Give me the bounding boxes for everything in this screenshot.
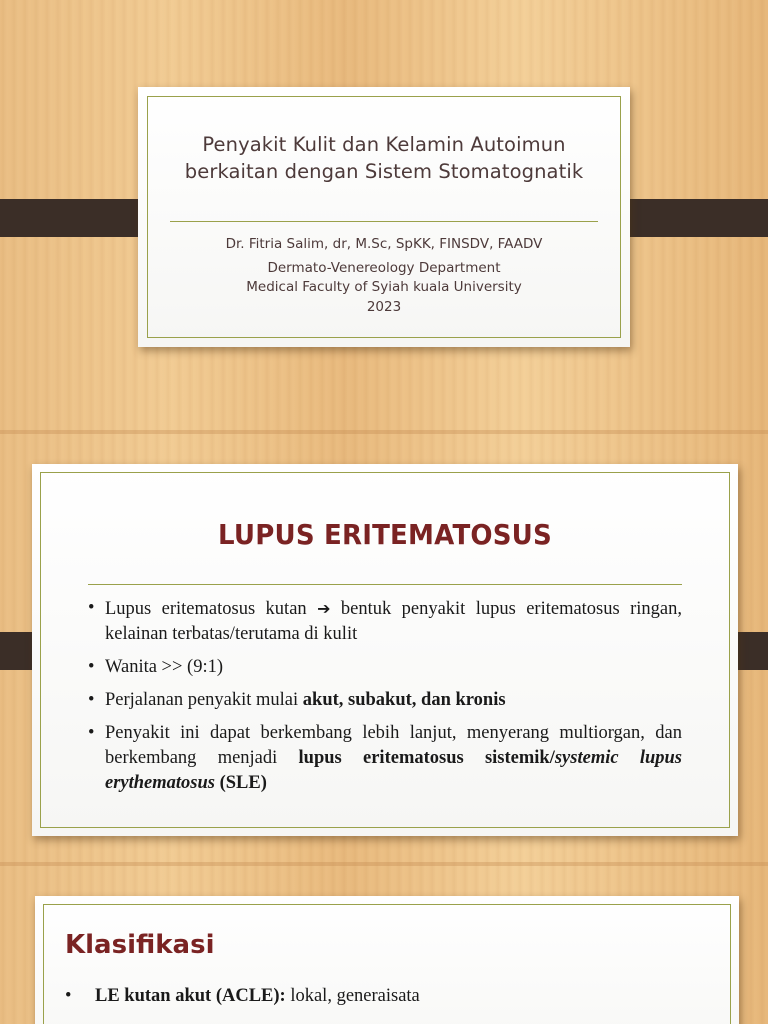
author-info [138, 235, 630, 317]
title-line-1: Penyakit Kulit dan Kelamin Autoimun [202, 133, 566, 156]
slide-heading: Klasifikasi [65, 930, 215, 960]
slide-heading: LUPUS ERITEMATOSUS [218, 518, 552, 551]
department-name: Dermato-Venereology Department [267, 259, 501, 276]
bullet-icon: • [65, 986, 72, 1006]
heading-divider [88, 584, 682, 585]
author-name: Dr. Fitria Salim, dr, M.Sc, SpKK, FINSDV, FAADV [225, 236, 543, 252]
decor-band-right [614, 199, 768, 237]
content-slide-lupus [32, 464, 738, 836]
list-item: • Perjalanan penyakit mulai akut, subakut, dan kronis [88, 688, 682, 713]
list-item: • Lupus eritematosus kutan ➔ bentuk penyakit lupus eritematosus ringan, kelainan terbatas/terutama di kulit [88, 596, 682, 647]
title-line-2: berkaitan dengan Sistem Stomatognatik [184, 160, 584, 183]
year: 2023 [366, 298, 402, 315]
decor-band-left [0, 199, 154, 237]
list-item: • Wanita >> (9:1) [88, 655, 682, 680]
presentation-title [138, 131, 630, 185]
title-slide [138, 87, 630, 347]
faculty-name: Medical Faculty of Syiah kuala University [246, 279, 522, 295]
title-divider [170, 221, 598, 222]
bullet-list [88, 588, 682, 796]
list-item: • Penyakit ini dapat berkembang lebih lanjut, menyerang multiorgan, dan berkembang menjadi lupus eritematosus sistemik/systemic lupus erythematosus (SLE) [88, 721, 682, 796]
list-item: • LE kutan akut (ACLE): lokal, generaisata [65, 986, 420, 1006]
content-slide-klasifikasi [35, 896, 739, 1024]
arrow-right-icon: ➔ [317, 599, 331, 618]
panel-seam [0, 430, 768, 434]
panel-seam [0, 862, 768, 866]
